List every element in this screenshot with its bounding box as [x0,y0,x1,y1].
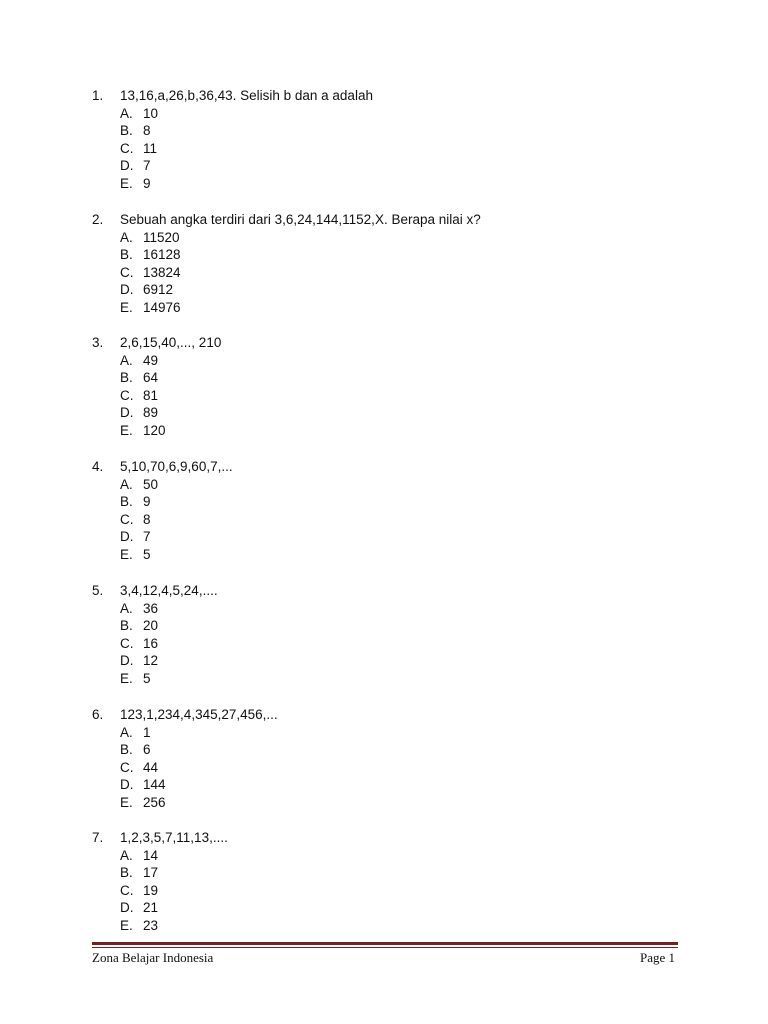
option-e [120,175,692,193]
question-number: 6. [92,707,104,722]
page-number: Page 1 [639,950,675,965]
option-letter: E. [120,546,133,562]
option-text: 14976 [143,299,181,315]
option-letter: C. [120,387,134,403]
option-letter: C. [120,759,134,775]
option-letter: D. [120,158,134,174]
option-b [120,369,692,387]
option-d [120,404,692,422]
option-b [120,741,692,759]
option-letter: B. [120,618,133,634]
option-letter: D. [120,529,134,545]
option-c [120,759,692,777]
option-a [120,229,692,247]
question-text: Sebuah angka terdiri dari 3,6,24,144,1152,X. Berapa nilai x? [120,212,481,227]
question-line [92,706,692,724]
option-letter: E. [120,917,133,933]
option-b [120,864,692,882]
question-text: 13,16,a,26,b,36,43. Selisih b dan a adalah [120,88,373,103]
option-e [120,917,692,935]
option-text: 5 [143,546,151,562]
option-text: 9 [143,494,151,510]
option-letter: A. [120,229,133,245]
option-e [120,299,692,317]
option-d [120,157,692,175]
option-letter: B. [120,370,133,386]
option-text: 16 [143,635,159,651]
question-number: 2. [92,212,104,227]
option-letter: A. [120,847,133,863]
option-d [120,776,692,794]
question-line [92,829,692,847]
option-letter: E. [120,670,133,686]
option-d [120,652,692,670]
option-letter: E. [120,299,133,315]
question-text: 123,1,234,4,345,27,456,... [120,707,278,722]
option-text: 19 [143,882,159,898]
option-e [120,546,692,564]
option-letter: A. [120,105,133,121]
question-6 [92,706,692,812]
option-text: 7 [143,529,151,545]
option-text: 64 [143,370,159,386]
question-line [92,87,692,105]
option-e [120,670,692,688]
question-3 [92,334,692,440]
option-a [120,352,692,370]
option-text: 9 [143,175,151,191]
option-text: 10 [143,105,159,121]
option-letter: C. [120,882,134,898]
option-text: 20 [143,618,159,634]
option-c [120,264,692,282]
option-letter: B. [120,742,133,758]
option-a [120,847,692,865]
option-c [120,511,692,529]
option-letter: B. [120,865,133,881]
option-letter: B. [120,247,133,263]
question-number: 1. [92,88,104,103]
question-5 [92,582,692,688]
option-letter: A. [120,352,133,368]
option-a [120,105,692,123]
option-c [120,882,692,900]
option-text: 5 [143,670,151,686]
option-text: 6 [143,742,151,758]
option-text: 14 [143,847,159,863]
option-letter: C. [120,511,134,527]
option-letter: A. [120,724,133,740]
option-text: 23 [143,917,159,933]
option-d [120,528,692,546]
question-1 [92,87,692,193]
option-letter: D. [120,282,134,298]
option-text: 89 [143,405,159,421]
option-letter: C. [120,264,134,280]
option-b [120,493,692,511]
footer-brand: Zona Belajar Indonesia [92,950,214,965]
footer-divider-thin [92,947,678,948]
option-text: 12 [143,653,159,669]
question-text: 3,4,12,4,5,24,.... [120,583,218,598]
option-letter: E. [120,422,133,438]
option-letter: A. [120,476,133,492]
option-a [120,476,692,494]
question-7 [92,829,692,935]
option-text: 17 [143,865,159,881]
question-number: 7. [92,830,104,845]
option-text: 144 [143,777,166,793]
option-text: 6912 [143,282,174,298]
option-text: 21 [143,900,159,916]
option-text: 256 [143,794,166,810]
option-text: 36 [143,600,159,616]
option-text: 44 [143,759,159,775]
option-text: 13824 [143,264,181,280]
option-letter: C. [120,140,134,156]
question-line [92,458,692,476]
question-text: 1,2,3,5,7,11,13,.... [120,830,228,845]
question-number: 4. [92,459,104,474]
question-line [92,334,692,352]
question-line [92,211,692,229]
option-letter: A. [120,600,133,616]
option-text: 11 [143,140,158,156]
option-b [120,617,692,635]
option-b [120,246,692,264]
option-text: 1 [143,724,151,740]
question-text: 2,6,15,40,..., 210 [120,335,222,350]
option-d [120,281,692,299]
option-e [120,422,692,440]
option-c [120,635,692,653]
option-text: 120 [143,422,166,438]
option-letter: D. [120,777,134,793]
option-c [120,387,692,405]
option-text: 8 [143,123,151,139]
option-text: 16128 [143,247,181,263]
option-text: 81 [143,387,159,403]
question-2 [92,211,692,317]
question-number: 5. [92,583,104,598]
footer-divider-thick [92,942,678,945]
option-letter: B. [120,494,133,510]
option-text: 50 [143,476,159,492]
option-letter: D. [120,653,134,669]
option-text: 8 [143,511,151,527]
question-number: 3. [92,335,104,350]
option-a [120,600,692,618]
option-letter: D. [120,405,134,421]
option-d [120,899,692,917]
option-b [120,122,692,140]
option-letter: E. [120,794,133,810]
option-text: 7 [143,158,151,174]
option-letter: B. [120,123,133,139]
question-4 [92,458,692,564]
option-text: 49 [143,352,159,368]
question-line [92,582,692,600]
option-text: 11520 [143,229,180,245]
question-text: 5,10,70,6,9,60,7,... [120,459,233,474]
option-a [120,724,692,742]
option-letter: D. [120,900,134,916]
option-letter: C. [120,635,134,651]
option-e [120,794,692,812]
option-c [120,140,692,158]
option-letter: E. [120,175,133,191]
